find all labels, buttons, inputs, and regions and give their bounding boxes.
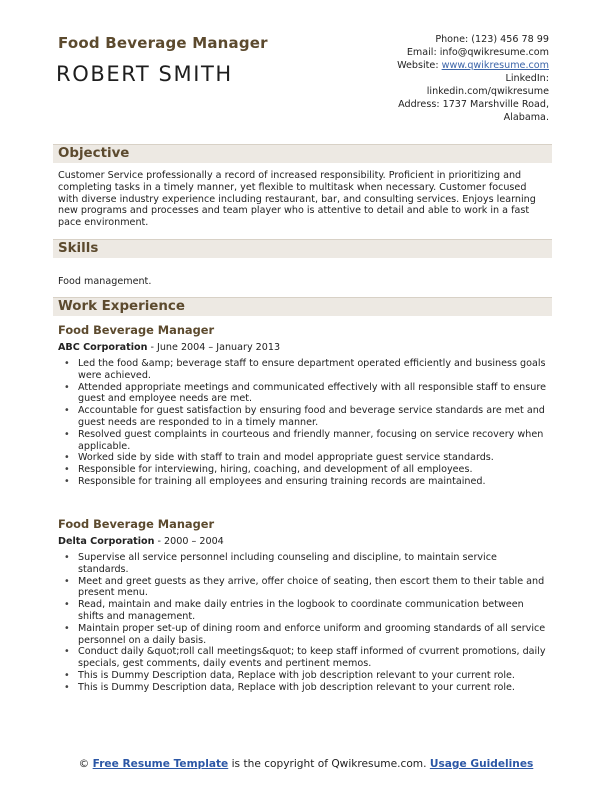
- contact-address-line2: Alabama.: [503, 112, 549, 123]
- list-item: • Attended appropriate meetings and communicated effectively with all responsible staff to ensure guest and employee needs are met.: [58, 382, 548, 406]
- contact-website: [309, 59, 549, 72]
- contact-website-label: Website:: [397, 60, 439, 71]
- skills-section-header: [53, 239, 552, 258]
- list-item: • This is Dummy Description data, Replace with job description relevant to your current role.: [58, 682, 548, 694]
- list-item: • Worked side by side with staff to train and model appropriate guest service standards.: [58, 452, 548, 464]
- candidate-name: ROBERT SMITH: [56, 62, 233, 86]
- skills-heading: Skills: [58, 241, 99, 256]
- free-resume-template-link[interactable]: Free Resume Template: [92, 758, 229, 770]
- job-1-company-line: [58, 342, 280, 353]
- job-1-title: Food Beverage Manager: [58, 323, 215, 337]
- job-2-dates: - 2000 – 2004: [154, 536, 224, 547]
- job-2-company-line: [58, 536, 224, 547]
- work-experience-section-header: [53, 297, 552, 316]
- list-item: • Led the food &amp; beverage staff to ensure department operated efficiently and business goals were achieved.: [58, 358, 548, 382]
- header-job-title: Food Beverage Manager: [58, 34, 268, 52]
- job-1-duties: [58, 358, 548, 488]
- job-2-title: Food Beverage Manager: [58, 517, 215, 531]
- usage-guidelines-link[interactable]: Usage Guidelines: [429, 758, 534, 770]
- job-1-dates: - June 2004 – January 2013: [147, 342, 281, 353]
- list-item: • Maintain proper set-up of dining room and enforce uniform and grooming standards of all service personnel on a daily basis.: [58, 623, 548, 647]
- list-item: • Conduct daily &quot;roll call meetings&quot; to keep staff informed of cvurrent promotions, daily specials, gest comments, daily events and pertinent memos.: [58, 646, 548, 670]
- footer-copyright: [56, 758, 556, 771]
- list-item: • Responsible for interviewing, hiring, coaching, and development of all employees.: [58, 464, 548, 476]
- contact-email: Email: info@qwikresume.com: [406, 47, 549, 58]
- contact-linkedin-url: linkedin.com/qwikresume: [426, 86, 549, 97]
- work-experience-heading: Work Experience: [58, 299, 185, 314]
- list-item: • Resolved guest complaints in courteous and friendly manner, focusing on service recovery when applicable.: [58, 429, 548, 453]
- list-item: • Read, maintain and make daily entries in the logbook to coordinate communication between shifts and management.: [58, 599, 548, 623]
- objective-text: Customer Service professionally a record of increased responsibility. Proficient in prioritizing and completing tasks in a timely manner, yet flexible to multitask when necessary. Customer focused with diverse industry experience including restaurant, bar, and consulting services. Enjoys learning new programs and processes and team player who is attentive to detail and able to work in a fast pace environment.: [58, 170, 536, 229]
- job-2-duties: [58, 552, 548, 694]
- contact-linkedin-label: LinkedIn:: [505, 73, 549, 84]
- list-item: • Supervise all service personnel including counseling and discipline, to maintain service standards.: [58, 552, 548, 576]
- contact-phone: Phone: (123) 456 78 99: [435, 34, 549, 45]
- job-2-company: Delta Corporation: [58, 536, 155, 547]
- footer-copyright-text: is the copyright of Qwikresume.com.: [228, 758, 430, 770]
- list-item: • This is Dummy Description data, Replace with job description relevant to your current role.: [58, 670, 548, 682]
- website-link[interactable]: www.qwikresume.com: [441, 60, 549, 71]
- skills-text: Food management.: [58, 276, 152, 287]
- objective-section-header: [53, 144, 552, 163]
- contact-address-line1: Address: 1737 Marshville Road,: [398, 99, 549, 110]
- objective-heading: Objective: [58, 146, 130, 161]
- list-item: • Responsible for training all employees and ensuring training records are maintained.: [58, 476, 548, 488]
- contact-block: [309, 33, 549, 124]
- job-1-company: ABC Corporation: [58, 342, 148, 353]
- copyright-icon: ©: [78, 758, 90, 770]
- list-item: • Accountable for guest satisfaction by ensuring food and beverage service standards are met and guest needs are responded to in a timely manner.: [58, 405, 548, 429]
- list-item: • Meet and greet guests as they arrive, offer choice of seating, then escort them to their table and present menu.: [58, 576, 548, 600]
